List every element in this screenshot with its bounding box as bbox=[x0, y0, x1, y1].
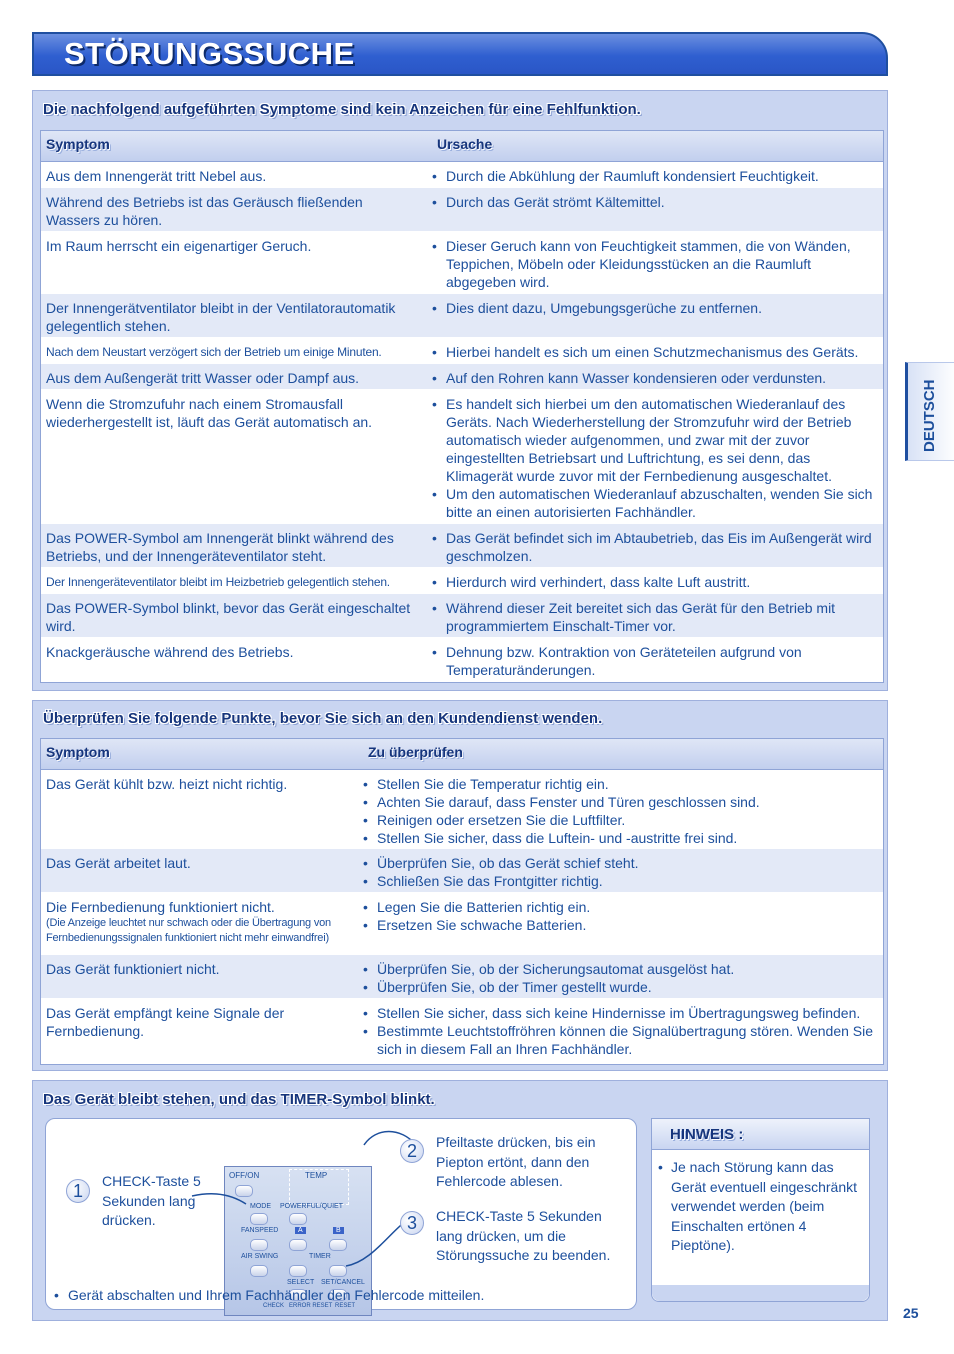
symptom-text: Während des Betriebs ist das Geräusch fließenden Wassers zu hören. bbox=[46, 194, 363, 228]
note-body bbox=[658, 1158, 863, 1256]
remote-label-reset: RESET bbox=[335, 1303, 356, 1309]
cause-list bbox=[363, 775, 877, 847]
cause-list bbox=[432, 343, 877, 361]
cause-item: • Stellen Sie die Temperatur richtig ein. bbox=[363, 775, 877, 793]
section-heading: Die nachfolgend aufgeführten Symptome sind kein Anzeichen für eine Fehlfunktion. bbox=[43, 101, 641, 118]
table-row bbox=[41, 955, 883, 999]
step-1-text: CHECK-Taste 5 Sekunden lang drücken. bbox=[102, 1173, 201, 1228]
cause-item: • Stellen Sie sicher, dass die Luftein- und -austritte frei sind. bbox=[363, 829, 877, 847]
cause-cell bbox=[432, 369, 877, 387]
remote-label-errorreset: ERROR RESET bbox=[289, 1303, 333, 1309]
cause-item: • Das Gerät befindet sich im Abtaubetrieb, das Eis im Außengerät wird geschmolzen. bbox=[432, 529, 877, 565]
section-timer-blinks bbox=[32, 1080, 888, 1321]
cause-item: • Überprüfen Sie, ob der Timer gestellt wurde. bbox=[363, 978, 877, 996]
symptom-cell bbox=[46, 775, 348, 793]
cause-cell bbox=[363, 1004, 877, 1058]
table-row bbox=[41, 594, 883, 638]
cause-cell bbox=[432, 237, 877, 291]
cause-list bbox=[432, 529, 877, 565]
symptom-text: Das Gerät empfängt keine Signale der Fernbedienung. bbox=[46, 1005, 285, 1039]
table-row bbox=[41, 999, 883, 1063]
symptom-text: Das Gerät kühlt bzw. heizt nicht richtig. bbox=[46, 776, 288, 792]
symptom-text: Aus dem Außengerät tritt Wasser oder Dampf aus. bbox=[46, 370, 360, 386]
symptom-cell bbox=[46, 193, 417, 229]
table-row bbox=[41, 568, 883, 594]
cause-cell bbox=[363, 854, 877, 890]
symptom-cell bbox=[46, 343, 417, 361]
cause-list bbox=[363, 898, 877, 934]
remote-label-fanspeed: FANSPEED bbox=[241, 1227, 279, 1234]
symptom-cell bbox=[46, 898, 348, 946]
procedure-panel bbox=[45, 1118, 637, 1310]
table-row bbox=[41, 162, 883, 188]
cause-item: • Um den automatischen Wiederanlauf abzuschalten, wenden Sie sich bitte an einen autorisierten Fachhändler. bbox=[432, 485, 877, 521]
symptom-cell bbox=[46, 854, 348, 872]
remote-label-b: B bbox=[333, 1227, 344, 1234]
table-row bbox=[41, 849, 883, 893]
cause-list bbox=[432, 193, 877, 211]
symptom-text: Im Raum herrscht ein eigenartiger Geruch. bbox=[46, 238, 312, 254]
step-number-2: 2 bbox=[400, 1139, 424, 1163]
symptom-text: Der Innengeräteventilator bleibt im Heizbetrieb gelegentlich stehen. bbox=[46, 575, 390, 589]
cause-cell bbox=[363, 898, 877, 934]
cause-cell bbox=[432, 167, 877, 185]
cause-item: • Reinigen oder ersetzen Sie die Luftfilter. bbox=[363, 811, 877, 829]
symptom-cell bbox=[46, 369, 417, 387]
symptom-text: Nach dem Neustart verzögert sich der Betrieb um einige Minuten. bbox=[46, 345, 382, 359]
symptom-cell bbox=[46, 237, 417, 255]
cause-item: • Überprüfen Sie, ob das Gerät schief steht. bbox=[363, 854, 877, 872]
table-row bbox=[41, 232, 883, 294]
remote-label-a: A bbox=[295, 1227, 306, 1234]
cause-list bbox=[432, 167, 877, 185]
footer-note-text: Gerät abschalten und Ihrem Fachhändler den Fehlercode mitteilen. bbox=[68, 1287, 485, 1303]
cause-item: • Hierdurch wird verhindert, dass kalte Luft austritt. bbox=[432, 573, 877, 591]
cause-list bbox=[432, 573, 877, 591]
symptom-cell bbox=[46, 167, 417, 185]
symptom-text: Das POWER-Symbol blinkt, bevor das Gerät eingeschaltet wird. bbox=[46, 600, 411, 634]
cause-item: • Durch das Gerät strömt Kältemittel. bbox=[432, 193, 877, 211]
cause-cell bbox=[432, 395, 877, 521]
remote-label-setcancel: SET/CANCEL bbox=[321, 1279, 365, 1286]
table-row bbox=[41, 893, 883, 955]
cause-item: • Schließen Sie das Frontgitter richtig. bbox=[363, 872, 877, 890]
cause-list bbox=[432, 299, 877, 317]
cause-cell bbox=[432, 529, 877, 565]
symptom-text: Aus dem Innengerät tritt Nebel aus. bbox=[46, 168, 267, 184]
cause-list bbox=[432, 395, 877, 521]
page-title: STÖRUNGSSUCHE bbox=[64, 36, 355, 71]
table-row bbox=[41, 338, 883, 364]
table-row bbox=[41, 188, 883, 232]
cause-item: • Legen Sie die Batterien richtig ein. bbox=[363, 898, 877, 916]
symptom-cell bbox=[46, 1004, 348, 1040]
note-header bbox=[652, 1119, 869, 1150]
footer-note: • Gerät abschalten und Ihrem Fachhändler den Fehlercode mitteilen. bbox=[54, 1287, 485, 1303]
table-row bbox=[41, 294, 883, 338]
note-title: HINWEIS : bbox=[670, 1126, 744, 1143]
col-cause: Ursache bbox=[437, 136, 493, 152]
cause-cell bbox=[432, 193, 877, 211]
cause-item: • Ersetzen Sie schwache Batterien. bbox=[363, 916, 877, 934]
cause-item: • Hierbei handelt es sich um einen Schutzmechanismus des Geräts. bbox=[432, 343, 877, 361]
symptom-cell bbox=[46, 529, 417, 565]
symptom-text: Der Innengerätventilator bleibt in der Ventilatorautomatik gelegentlich stehen. bbox=[46, 300, 396, 334]
table-header bbox=[41, 739, 883, 770]
cause-list bbox=[363, 1004, 877, 1058]
note-text: • Je nach Störung kann das Gerät eventuell eingeschränkt verwendet werden (beim Einschalten ertönen 4 Pieptöne). bbox=[658, 1158, 863, 1256]
table-row bbox=[41, 638, 883, 682]
symptom-text: Das POWER-Symbol am Innengerät blinkt während des Betriebs, und der Innengeräteventilator steht. bbox=[46, 530, 394, 564]
remote-label-offon: OFF/ON bbox=[229, 1171, 260, 1180]
cause-list bbox=[432, 643, 877, 679]
step-number-1: 1 bbox=[66, 1179, 90, 1203]
cause-cell bbox=[432, 643, 877, 679]
language-tab-text: DEUTSCH bbox=[921, 379, 938, 452]
cause-list bbox=[363, 854, 877, 890]
step-number-3: 3 bbox=[400, 1211, 424, 1235]
symptom-text: Wenn die Stromzufuhr nach einem Stromausfall wiederhergestellt ist, läuft das Gerät automatisch an. bbox=[46, 396, 373, 430]
remote-label-check: CHECK bbox=[263, 1303, 285, 1309]
table-row bbox=[41, 390, 883, 524]
section-no-malfunction bbox=[32, 90, 888, 691]
cause-list bbox=[432, 599, 877, 635]
table-row bbox=[41, 524, 883, 568]
table-body bbox=[41, 770, 883, 1063]
cause-cell bbox=[363, 775, 877, 847]
remote-label-temp: TEMP bbox=[305, 1171, 328, 1180]
col-symptom: Symptom bbox=[46, 136, 110, 152]
symptom-text: Knackgeräusche während des Betriebs. bbox=[46, 644, 294, 660]
cause-item: • Während dieser Zeit bereitet sich das Gerät für den Betrieb mit programmiertem Einschalt-Timer vor. bbox=[432, 599, 877, 635]
cause-list bbox=[432, 237, 877, 291]
section-check-before-service bbox=[32, 700, 888, 1071]
symptom-cell bbox=[46, 299, 417, 335]
note-footer bbox=[652, 1285, 869, 1301]
remote-label-select: SELECT bbox=[287, 1279, 315, 1286]
symptom-cell bbox=[46, 643, 417, 661]
cause-cell bbox=[432, 599, 877, 635]
table-row bbox=[41, 364, 883, 390]
cause-cell bbox=[432, 573, 877, 591]
cause-list bbox=[432, 369, 877, 387]
symptom-text: Die Fernbedienung funktioniert nicht. bbox=[46, 899, 275, 915]
section-heading: Überprüfen Sie folgende Punkte, bevor Sie sich an den Kundendienst wenden. bbox=[43, 710, 603, 727]
cause-cell bbox=[432, 299, 877, 317]
step-2-text: Pfeiltaste drücken, bis ein Piepton ertönt, dann den Fehlercode ablesen. bbox=[436, 1134, 596, 1189]
symptom-cell bbox=[46, 395, 417, 431]
cause-item: • Dies dient dazu, Umgebungsgerüche zu entfernen. bbox=[432, 299, 877, 317]
table-row bbox=[41, 770, 883, 849]
cause-list bbox=[363, 960, 877, 996]
cause-item: • Es handelt sich hierbei um den automatischen Wiederanlauf des Geräts. Nach Wiederherstellung der Stromzufuhr wird der Betrieb automatisch wieder aufgenommen, und zwar mit der zuvor eingestellten Betriebsart und Luftrichtung, es sei denn, das Klimagerät wurde zuvor mit der Fernbedienung ausgeschaltet. bbox=[432, 395, 877, 485]
cause-item: • Dieser Geruch kann von Feuchtigkeit stammen, die von Wänden, Teppichen, Möbeln oder Kleidungsstücken an die Raumluft abgegeben wird. bbox=[432, 237, 877, 291]
cause-item: • Auf den Rohren kann Wasser kondensieren oder verdunsten. bbox=[432, 369, 877, 387]
title-banner bbox=[32, 32, 888, 76]
note-box bbox=[651, 1118, 870, 1302]
symptom-cell bbox=[46, 960, 348, 978]
cause-item: • Dehnung bzw. Kontraktion von Geräteteilen aufgrund von Temperaturänderungen. bbox=[432, 643, 877, 679]
cause-item: • Achten Sie darauf, dass Fenster und Türen geschlossen sind. bbox=[363, 793, 877, 811]
page-number: 25 bbox=[903, 1305, 919, 1321]
remote-label-airswing: AIR SWING bbox=[241, 1253, 279, 1260]
symptom-table bbox=[40, 130, 884, 683]
cause-item: • Durch die Abkühlung der Raumluft kondensiert Feuchtigkeit. bbox=[432, 167, 877, 185]
check-table bbox=[40, 738, 884, 1065]
cause-item: • Stellen Sie sicher, dass sich keine Hindernisse im Übertragungsweg befinden. bbox=[363, 1004, 877, 1022]
table-header bbox=[41, 131, 883, 162]
language-tab-label bbox=[907, 372, 952, 452]
col-check: Zu überprüfen bbox=[368, 744, 463, 760]
symptom-cell bbox=[46, 573, 417, 591]
symptom-note: (Die Anzeige leuchtet nur schwach oder die Übertragung von Fernbedienungssignalen funktioniert nicht mehr einwandfrei) bbox=[46, 917, 331, 944]
symptom-text: Das Gerät arbeitet laut. bbox=[46, 855, 191, 871]
symptom-cell bbox=[46, 599, 417, 635]
cause-item: • Bestimmte Leuchtstoffröhren können die Signalübertragung stören. Wenden Sie sich in diesem Fall an Ihren Fachhändler. bbox=[363, 1022, 877, 1058]
col-symptom: Symptom bbox=[46, 744, 110, 760]
table-body bbox=[41, 162, 883, 682]
step-3-text: CHECK-Taste 5 Sekunden lang drücken, um die Störungssuche zu beenden. bbox=[436, 1208, 611, 1263]
cause-cell bbox=[432, 343, 877, 361]
remote-label-powerful: POWERFUL/QUIET bbox=[280, 1203, 344, 1210]
symptom-text: Das Gerät funktioniert nicht. bbox=[46, 961, 220, 977]
remote-label-mode: MODE bbox=[250, 1203, 271, 1210]
section-heading: Das Gerät bleibt stehen, und das TIMER-Symbol blinkt. bbox=[43, 1091, 435, 1108]
remote-label-timer: TIMER bbox=[309, 1253, 331, 1260]
cause-item: • Überprüfen Sie, ob der Sicherungsautomat ausgelöst hat. bbox=[363, 960, 877, 978]
cause-cell bbox=[363, 960, 877, 996]
